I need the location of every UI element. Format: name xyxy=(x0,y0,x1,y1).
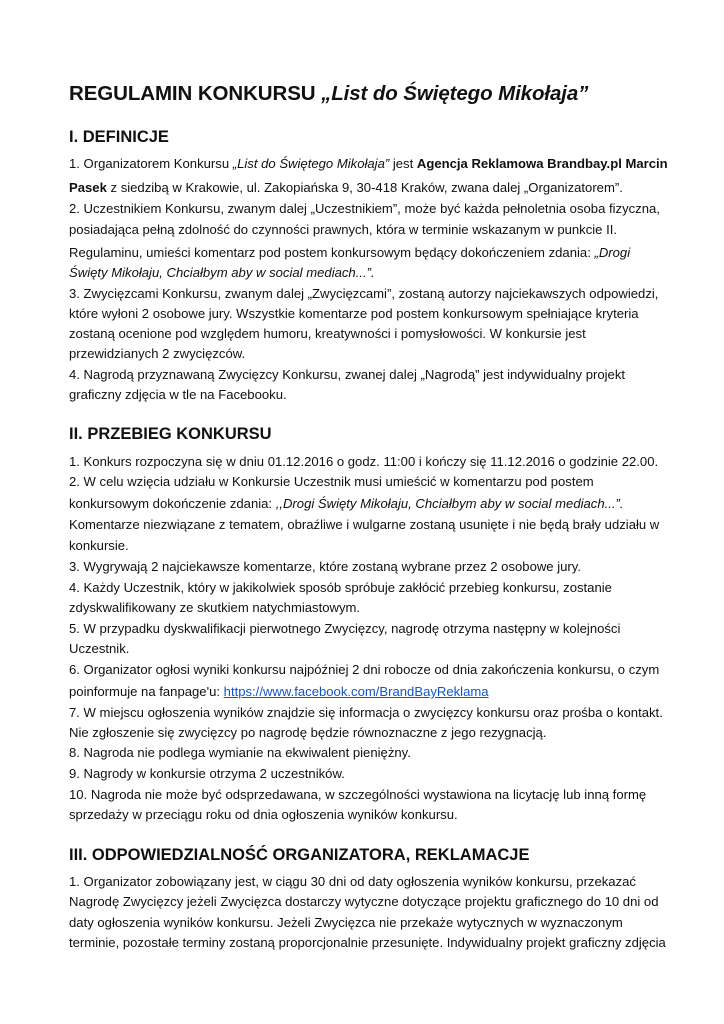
course-p9: 9. Nagrody w konkursie otrzyma 2 uczestników. xyxy=(69,766,345,781)
quoted-sentence: „Drogi xyxy=(594,245,631,260)
definitions-p3-line2: które wyłoni 2 osobowe jury. Wszystkie komentarze pod postem konkursowym spełniające kryteria xyxy=(69,306,639,321)
course-p2-line3: Komentarze niezwiązane z tematem, obraźliwe i wulgarne zostaną usunięte i nie będą brały udziału w xyxy=(69,517,660,532)
definitions-p2-line3 xyxy=(69,245,630,261)
definitions-p4-line2: graficzny zdjęcia w tle na Facebooku. xyxy=(69,387,287,402)
section-heading-liability: III. ODPOWIEDZIALNOŚĆ ORGANIZATORA, REKLAMACJE xyxy=(69,846,530,864)
course-p4-line2: zdyskwalifikowany ze skutkiem natychmiastowym. xyxy=(69,600,361,615)
text-span: konkursowym dokończenie zdania: xyxy=(69,496,276,511)
course-p2-line4: konkursie. xyxy=(69,538,129,553)
definitions-p2-line1: 2. Uczestnikiem Konkursu, zwanym dalej „Uczestnikiem”, może być każda pełnoletnia osoba fizyczna, xyxy=(69,201,660,216)
liability-p1-line1: 1. Organizator zobowiązany jest, w ciągu 30 dni od daty ogłoszenia wyników konkursu, przekazać xyxy=(69,874,636,889)
course-p2-line2 xyxy=(69,496,624,512)
course-p10-line1: 10. Nagroda nie może być odsprzedawana, w szczególności wystawiona na licytację lub inną formę xyxy=(69,787,647,802)
course-p6-line2 xyxy=(69,684,489,700)
text-span: poinformuje na fanpage'u: xyxy=(69,684,224,699)
definitions-p1-line2 xyxy=(69,180,623,196)
course-p6-line1: 6. Organizator ogłosi wyniki konkursu najpóźniej 2 dni robocze od dnia zakończenia konkursu, o czym xyxy=(69,662,660,677)
definitions-p4-line1: 4. Nagrodą przyznawaną Zwycięzcy Konkursu, zwanej dalej „Nagrodą” jest indywidualny projekt xyxy=(69,367,626,382)
quoted-sentence: Święty Mikołaju, Chciałbym aby w social mediach...”. xyxy=(69,265,375,280)
definitions-p1-line1 xyxy=(69,156,668,172)
course-p10-line2: sprzedaży w przeciągu roku od dnia ogłoszenia wyników konkursu. xyxy=(69,807,458,822)
course-p1: 1. Konkurs rozpoczyna się w dniu 01.12.2016 o godz. 11:00 i kończy się 11.12.2016 o godzinie 22.00. xyxy=(69,454,659,469)
definitions-p2-line2: posiadająca pełną zdolność do czynności prawnych, która w terminie wskazanym w punkcie II. xyxy=(69,222,618,237)
organizer-surname: Pasek xyxy=(69,180,107,195)
title-main: REGULAMIN KONKURSU xyxy=(69,82,322,105)
course-p3: 3. Wygrywają 2 najciekawsze komentarze, które zostaną wybrane przez 2 osobowe jury. xyxy=(69,559,581,574)
organizer-name: Agencja Reklamowa Brandbay.pl Marcin xyxy=(416,156,668,171)
section-heading-definitions: I. DEFINICJE xyxy=(69,128,169,146)
course-p5-line2: Uczestnik. xyxy=(69,641,130,656)
liability-p1-line2: Nagrodę Zwycięzcy jeżeli Zwycięzca dostarczy wytyczne dotyczące projektu graficznego do 10 dni od xyxy=(69,894,659,909)
liability-p1-line3: daty ogłoszenia wyników konkursu. Jeżeli Zwycięzca nie przekaże wytycznych w wyznaczonym xyxy=(69,915,623,930)
contest-name: „List do Świętego Mikołaja” xyxy=(232,156,390,171)
course-p2-line1: 2. W celu wzięcia udziału w Konkursie Uczestnik musi umieścić w komentarzu pod postem xyxy=(69,474,594,489)
course-p7-line2: Nie zgłoszenie się zwycięzcy po nagrodę będzie równoznaczne z jego rezygnacją. xyxy=(69,725,547,740)
document-title xyxy=(69,82,588,106)
course-p8: 8. Nagroda nie podlega wymianie na ekwiwalent pieniężny. xyxy=(69,745,411,760)
definitions-p3-line4: przewidzianych 2 zwycięzców. xyxy=(69,346,246,361)
liability-p1-line4: terminie, pozostałe terminy zostaną proporcjonalnie przesunięte. Indywidualny projekt graficzny zdjęcia xyxy=(69,935,666,950)
text-span: z siedzibą w Krakowie, ul. Zakopiańska 9, 30-418 Kraków, zwana dalej „Organizatorem”. xyxy=(106,180,623,195)
course-p5-line1: 5. W przypadku dyskwalifikacji pierwotnego Zwycięzcy, nagrodę otrzyma następny w kolejności xyxy=(69,621,621,636)
course-p4-line1: 4. Każdy Uczestnik, który w jakikolwiek sposób spróbuje zakłócić przebieg konkursu, zostanie xyxy=(69,580,612,595)
fanpage-link[interactable]: https://www.facebook.com/BrandBayReklama xyxy=(223,684,489,699)
section-heading-course: II. PRZEBIEG KONKURSU xyxy=(69,425,272,443)
course-p7-line1: 7. W miejscu ogłoszenia wyników znajdzie się informacja o zwycięzcy konkursu oraz prośba o kontakt. xyxy=(69,705,663,720)
text-span: Regulaminu, umieści komentarz pod postem konkursowym będący dokończeniem zdania: xyxy=(69,245,595,260)
definitions-p2-line4 xyxy=(69,265,375,281)
title-italic: „List do Świętego Mikołaja” xyxy=(321,82,589,105)
definitions-p3-line3: zostaną ocenione pod względem humoru, kreatywności i pomysłowości. W konkursie jest xyxy=(69,326,586,341)
definitions-p3-line1: 3. Zwycięzcami Konkursu, zwanym dalej „Zwycięzcami”, zostaną autorzy najciekawszych odpowiedzi, xyxy=(69,286,659,301)
text-span: 1. Organizatorem Konkursu xyxy=(69,156,233,171)
quoted-sentence: ,,Drogi Święty Mikołaju, Chciałbym aby w social mediach...”. xyxy=(275,496,624,511)
text-span: jest xyxy=(389,156,417,171)
